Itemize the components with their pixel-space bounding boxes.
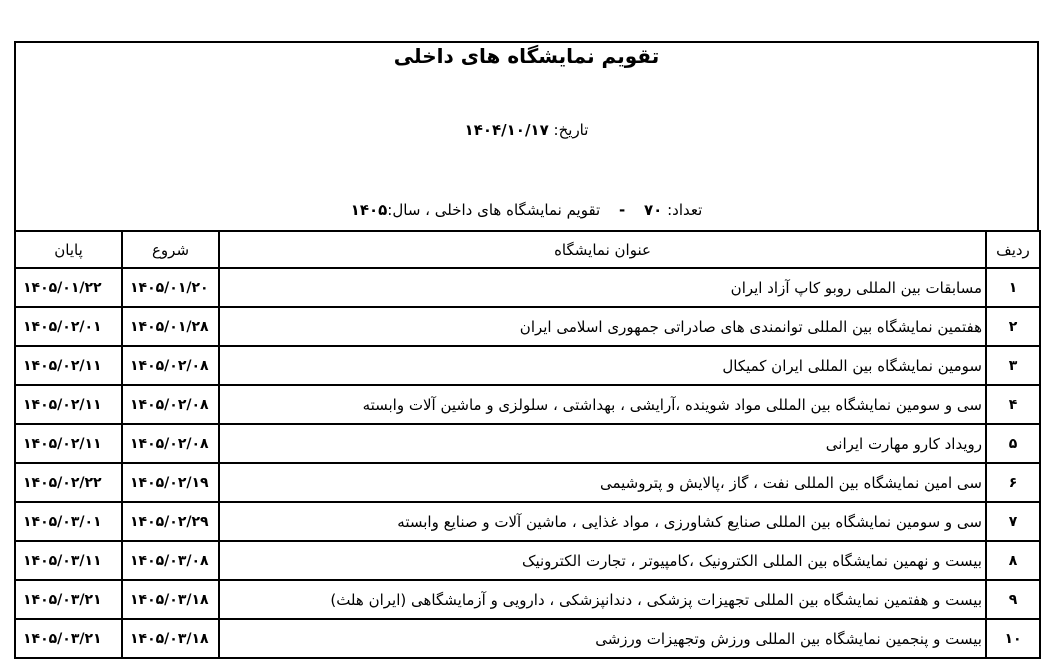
date-line	[16, 119, 1037, 141]
end-date-cell: ۱۴۰۵/۰۲/۱۱	[15, 346, 122, 385]
end-date-cell: ۱۴۰۵/۰۳/۱۱	[15, 541, 122, 580]
row-number-cell: ۸	[986, 541, 1040, 580]
start-date-cell: ۱۴۰۵/۰۳/۱۸	[122, 580, 219, 619]
start-date-cell: ۱۴۰۵/۰۲/۰۸	[122, 424, 219, 463]
page-title: تقویم نمایشگاه های داخلی	[393, 44, 660, 68]
table-header-row	[15, 231, 1040, 268]
exhibition-title-cell: سومین نمایشگاه بین المللی ایران کمیکال	[219, 346, 986, 385]
start-date-cell: ۱۴۰۵/۰۲/۰۸	[122, 385, 219, 424]
end-date-cell: ۱۴۰۵/۰۳/۲۱	[15, 580, 122, 619]
table-row	[15, 307, 1040, 346]
date-label: تاریخ:	[553, 121, 589, 139]
row-number-cell: ۷	[986, 502, 1040, 541]
end-date-cell: ۱۴۰۵/۰۳/۰۱	[15, 502, 122, 541]
header-row-number: ردیف	[986, 231, 1040, 268]
date-value: ۱۴۰۴/۱۰/۱۷	[464, 121, 549, 139]
start-date-cell: ۱۴۰۵/۰۳/۱۸	[122, 619, 219, 658]
table-row	[15, 385, 1040, 424]
exhibition-title-cell: بیست و پنجمین نمایشگاه بین المللی ورزش وتجهیزات ورزشی	[219, 619, 986, 658]
table-row	[15, 541, 1040, 580]
table-row	[15, 346, 1040, 385]
end-date-cell: ۱۴۰۵/۰۳/۲۱	[15, 619, 122, 658]
exhibition-title-cell: هفتمین نمایشگاه بین المللی توانمندی های صادراتی جمهوری اسلامی ایران	[219, 307, 986, 346]
exhibition-title-cell: سی امین نمایشگاه بین المللی نفت ، گاز ،پالایش و پتروشیمی	[219, 463, 986, 502]
start-date-cell: ۱۴۰۵/۰۱/۲۰	[122, 268, 219, 307]
table-row	[15, 268, 1040, 307]
table-row	[15, 463, 1040, 502]
start-date-cell: ۱۴۰۵/۰۲/۰۸	[122, 346, 219, 385]
count-value: ۷۰	[644, 201, 663, 219]
start-date-cell: ۱۴۰۵/۰۳/۰۸	[122, 541, 219, 580]
count-line	[16, 199, 1037, 221]
row-number-cell: ۳	[986, 346, 1040, 385]
header-exhibition-title: عنوان نمایشگاه	[219, 231, 986, 268]
document-frame	[14, 41, 1039, 659]
start-date-cell: ۱۴۰۵/۰۱/۲۸	[122, 307, 219, 346]
exhibition-title-cell: بیست و هفتمین نمایشگاه بین المللی تجهیزات پزشکی ، دندانپزشکی ، دارویی و آزمایشگاهی (ایران هلث)	[219, 580, 986, 619]
exhibitions-table	[14, 230, 1041, 659]
row-number-cell: ۴	[986, 385, 1040, 424]
table-body	[15, 268, 1040, 658]
count-label: تعداد:	[667, 201, 703, 219]
row-number-cell: ۵	[986, 424, 1040, 463]
header-end-date: پایان	[15, 231, 122, 268]
row-number-cell: ۱	[986, 268, 1040, 307]
start-date-cell: ۱۴۰۵/۰۲/۲۹	[122, 502, 219, 541]
end-date-cell: ۱۴۰۵/۰۲/۲۲	[15, 463, 122, 502]
count-separator: -	[619, 201, 626, 219]
row-number-cell: ۹	[986, 580, 1040, 619]
end-date-cell: ۱۴۰۵/۰۲/۰۱	[15, 307, 122, 346]
start-date-cell: ۱۴۰۵/۰۲/۱۹	[122, 463, 219, 502]
end-date-cell: ۱۴۰۵/۰۲/۱۱	[15, 385, 122, 424]
exhibition-title-cell: بیست و نهمین نمایشگاه بین المللی الکترونیک ،کامپیوتر ، تجارت الکترونیک	[219, 541, 986, 580]
row-number-cell: ۶	[986, 463, 1040, 502]
table-row	[15, 619, 1040, 658]
end-date-cell: ۱۴۰۵/۰۲/۱۱	[15, 424, 122, 463]
count-subtitle: تقویم نمایشگاه های داخلی ، سال:	[387, 201, 601, 219]
row-number-cell: ۲	[986, 307, 1040, 346]
exhibition-title-cell: رویداد کارو مهارت ایرانی	[219, 424, 986, 463]
count-year: ۱۴۰۵	[350, 201, 388, 219]
table-row	[15, 502, 1040, 541]
exhibition-title-cell: سی و سومین نمایشگاه بین المللی صنایع کشاورزی ، مواد غذایی ، ماشین آلات و صنایع وابسته	[219, 502, 986, 541]
row-number-cell: ۱۰	[986, 619, 1040, 658]
exhibition-title-cell: سی و سومین نمایشگاه بین المللی مواد شوینده ،آرایشی ، بهداشتی ، سلولزی و ماشین آلات وابسته	[219, 385, 986, 424]
exhibition-title-cell: مسابقات بین المللی روبو کاپ آزاد ایران	[219, 268, 986, 307]
table-row	[15, 424, 1040, 463]
end-date-cell: ۱۴۰۵/۰۱/۲۲	[15, 268, 122, 307]
table-row	[15, 580, 1040, 619]
header-start-date: شروع	[122, 231, 219, 268]
